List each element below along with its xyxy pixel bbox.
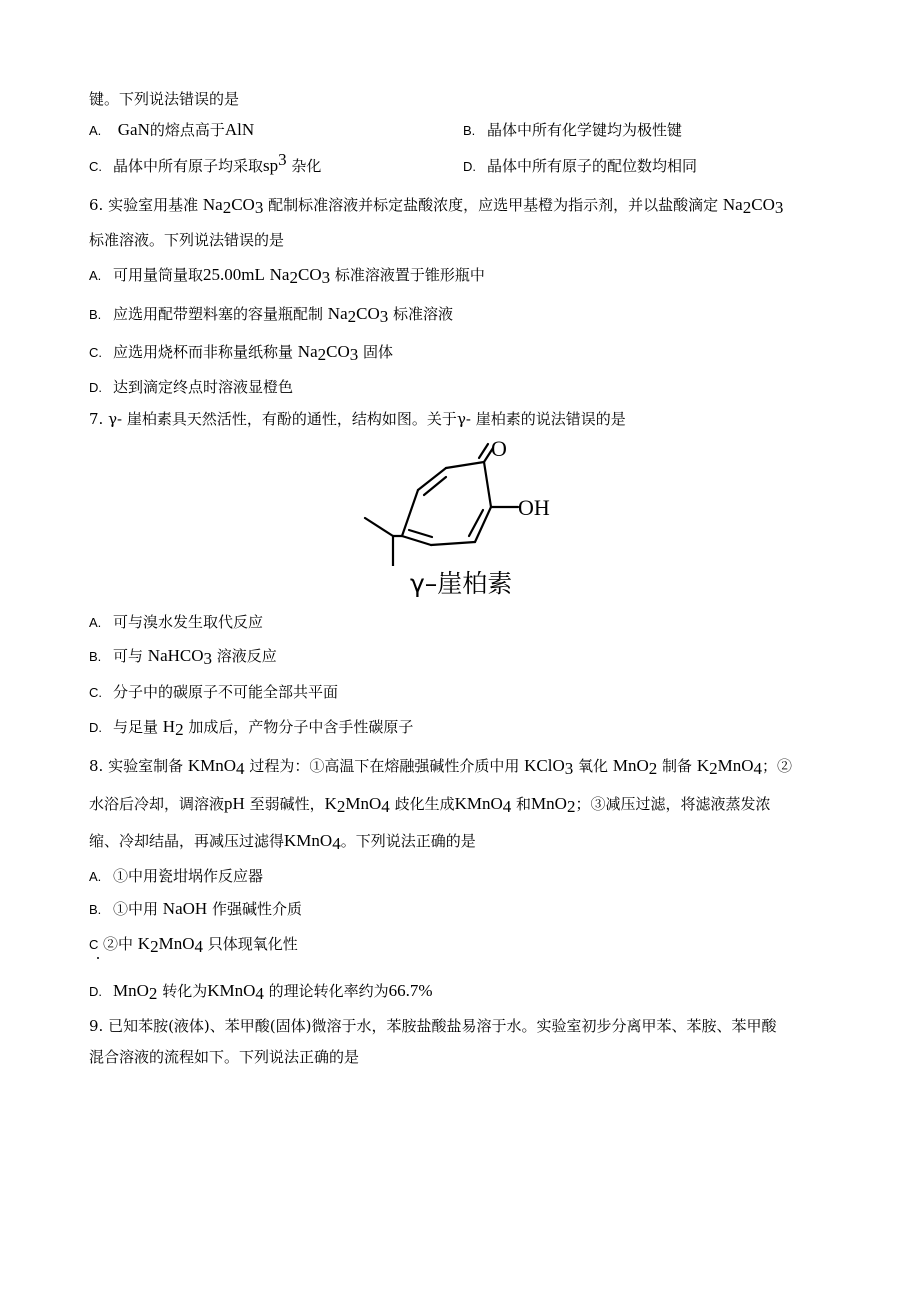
question-7-stem: 7. γ- 崖柏素具天然活性，有酚的通性，结构如图。关于γ- 崖柏素的说法错误的是 — [89, 410, 626, 428]
carbonyl-oxygen-label: O — [491, 436, 507, 461]
q5-option-c[interactable]: C. 晶体中所有原子均采取$sp^3$ 杂化 — [89, 150, 322, 175]
q6-option-b[interactable]: B. 应选用配带塑料塞的容量瓶配制 $Na_2CO_3$ 标准溶液 — [89, 304, 454, 326]
question-9-stem-line1: 9. 已知苯胺(液体)、苯甲酸(固体)微溶于水，苯胺盐酸盐易溶于水。实验室初步分离甲苯、苯胺、苯甲酸 — [89, 1017, 777, 1035]
question-6-stem-line1: 6. 实验室用基准 $Na_2CO_3$ 配制标准溶液并标定盐酸浓度，应选甲基橙为指示剂，并以盐酸滴定 $Na_2CO_3$ — [89, 195, 784, 217]
q8-option-c[interactable]: C ②中 $K_2MnO_4$ 只体现氧化性 — [89, 934, 298, 956]
q6-option-c[interactable]: C. 应选用烧杯而非称量纸称量 $Na_2CO_3$ 固体 — [89, 342, 394, 364]
question-8-stem-line1: 8. 实验室制备 KMnO$_4$ 过程为：①高温下在熔融强碱性介质中用 KClO$_3$ 氧化 MnO$_2$ 制备 $K_2MnO_4$；② — [89, 756, 793, 778]
question-8-stem-line3: 缩、冷却结晶，再减压过滤得KMnO$_4$。下列说法正确的是 — [89, 831, 476, 853]
q7-option-c[interactable]: C. 分子中的碳原子不可能全部共平面 — [89, 683, 339, 701]
q6-option-a[interactable]: A. 可用量筒量取25.00mL $Na_2CO_3$ 标准溶液置于锥形瓶中 — [89, 265, 485, 287]
stray-dot — [97, 957, 99, 959]
q8-option-b[interactable]: B. ①中用 NaOH 作强碱性介质 — [89, 899, 302, 918]
gamma-thujaplicin-structure — [355, 432, 585, 566]
question-5-stem-tail: 键。下列说法错误的是 — [89, 90, 240, 108]
hydroxyl-label: OH — [518, 495, 550, 520]
q8-option-d[interactable]: D. MnO$_2$ 转化为KMnO$_4$ 的理论转化率约为66.7% — [89, 981, 433, 1003]
q5-option-a[interactable]: A. GaN的熔点高于AlN — [89, 120, 255, 139]
question-9-stem-line2: 混合溶液的流程如下。下列说法正确的是 — [89, 1048, 360, 1066]
question-8-stem-line2: 水浴后冷却，调溶液pH 至弱碱性，$K_2MnO_4$ 歧化生成KMnO$_4$ 和MnO$_2$；③减压过滤，将滤液蒸发浓 — [89, 794, 771, 816]
q5-option-b[interactable]: B. 晶体中所有化学键均为极性键 — [463, 121, 683, 139]
q7-option-a[interactable]: A. 可与溴水发生取代反应 — [89, 613, 264, 631]
question-6-stem-line2: 标准溶液。下列说法错误的是 — [89, 231, 285, 249]
structure-caption: γ–崖柏素 — [410, 569, 513, 598]
q5-option-d[interactable]: D. 晶体中所有原子的配位数均相同 — [463, 157, 698, 175]
q6-option-d[interactable]: D. 达到滴定终点时溶液显橙色 — [89, 378, 294, 396]
q7-option-d[interactable]: D. 与足量 $H_2$ 加成后，产物分子中含手性碳原子 — [89, 717, 414, 739]
q8-option-a[interactable]: A. ①中用瓷坩埚作反应器 — [89, 867, 264, 885]
q7-option-b[interactable]: B. 可与 NaHCO$_3$ 溶液反应 — [89, 646, 277, 668]
